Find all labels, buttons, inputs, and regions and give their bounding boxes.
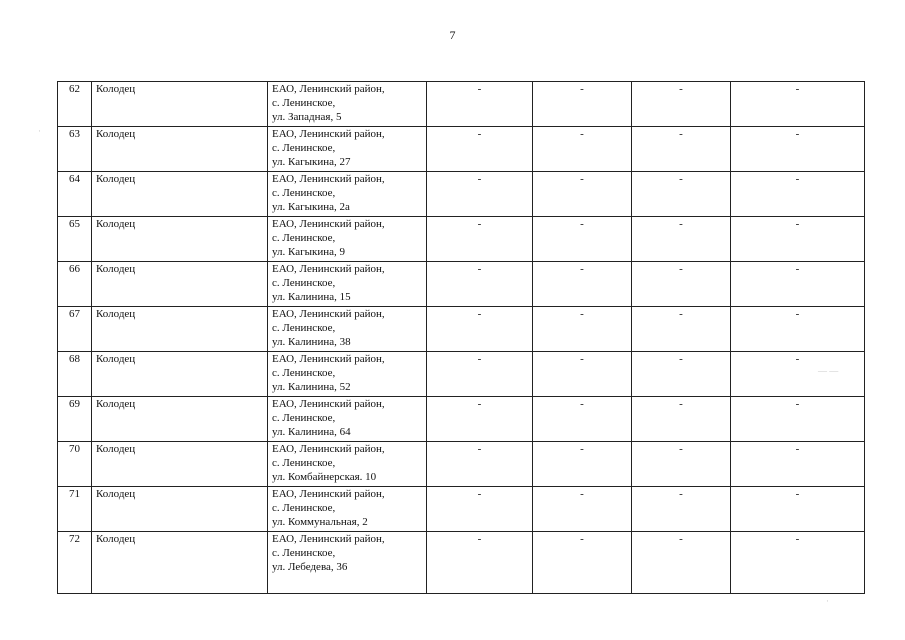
address-line: ул. Кагыкина, 9 bbox=[272, 246, 345, 258]
scan-speck: · bbox=[826, 596, 829, 606]
object-address bbox=[268, 172, 427, 217]
empty-value-cell: - bbox=[731, 487, 865, 532]
row-number: 65 bbox=[58, 217, 92, 262]
address-line: ул. Коммунальная, 2 bbox=[272, 516, 368, 528]
empty-value-cell: - bbox=[533, 397, 632, 442]
page-number: 7 bbox=[449, 28, 456, 42]
empty-value-cell: - bbox=[533, 262, 632, 307]
table-row bbox=[58, 262, 865, 307]
object-address bbox=[268, 532, 427, 594]
empty-value-cell: - bbox=[632, 127, 731, 172]
empty-value-cell: - bbox=[632, 487, 731, 532]
address-line: ЕАО, Ленинский район, bbox=[272, 488, 385, 500]
object-name: Колодец bbox=[92, 307, 268, 352]
scan-speck: · bbox=[38, 126, 41, 136]
empty-value-cell: - bbox=[731, 532, 865, 594]
address-line: с. Ленинское, bbox=[272, 412, 336, 424]
registry-table bbox=[57, 81, 865, 594]
table-row bbox=[58, 217, 865, 262]
empty-value-cell: - bbox=[533, 127, 632, 172]
address-line: ул. Кагыкина, 27 bbox=[272, 156, 351, 168]
object-address bbox=[268, 442, 427, 487]
empty-value-cell: - bbox=[533, 82, 632, 127]
empty-value-cell: - bbox=[632, 442, 731, 487]
empty-value-cell: - bbox=[632, 307, 731, 352]
empty-value-cell: - bbox=[632, 172, 731, 217]
empty-value-cell: - bbox=[427, 82, 533, 127]
empty-value-cell: - bbox=[427, 127, 533, 172]
address-line: с. Ленинское, bbox=[272, 187, 336, 199]
row-number: 72 bbox=[58, 532, 92, 594]
address-line: ЕАО, Ленинский район, bbox=[272, 173, 385, 185]
address-line: ул. Калинина, 52 bbox=[272, 381, 351, 393]
table-row bbox=[58, 397, 865, 442]
address-line: ул. Калинина, 38 bbox=[272, 336, 351, 348]
empty-value-cell: - bbox=[533, 352, 632, 397]
empty-value-cell: - bbox=[731, 217, 865, 262]
empty-value-cell: - bbox=[427, 262, 533, 307]
address-line: с. Ленинское, bbox=[272, 277, 336, 289]
empty-value-cell: - bbox=[427, 172, 533, 217]
row-number: 68 bbox=[58, 352, 92, 397]
address-line: с. Ленинское, bbox=[272, 232, 336, 244]
address-line: ЕАО, Ленинский район, bbox=[272, 398, 385, 410]
address-line: ул. Кагыкина, 2а bbox=[272, 201, 350, 213]
address-line: ЕАО, Ленинский район, bbox=[272, 443, 385, 455]
address-line: ЕАО, Ленинский район, bbox=[272, 83, 385, 95]
object-name: Колодец bbox=[92, 262, 268, 307]
empty-value-cell: - bbox=[533, 442, 632, 487]
empty-value-cell: - bbox=[427, 487, 533, 532]
address-line: с. Ленинское, bbox=[272, 547, 336, 559]
row-number: 69 bbox=[58, 397, 92, 442]
address-line: ул. Калинина, 64 bbox=[272, 426, 351, 438]
scan-speck: — — bbox=[818, 366, 839, 376]
empty-value-cell: - bbox=[731, 397, 865, 442]
row-number: 62 bbox=[58, 82, 92, 127]
row-number: 66 bbox=[58, 262, 92, 307]
empty-value-cell: - bbox=[427, 217, 533, 262]
object-name: Колодец bbox=[92, 217, 268, 262]
address-line: с. Ленинское, bbox=[272, 502, 336, 514]
address-line: с. Ленинское, bbox=[272, 367, 336, 379]
table-row bbox=[58, 487, 865, 532]
address-line: ЕАО, Ленинский район, bbox=[272, 308, 385, 320]
object-name: Колодец bbox=[92, 487, 268, 532]
empty-value-cell: - bbox=[632, 397, 731, 442]
empty-value-cell: - bbox=[731, 172, 865, 217]
table-row bbox=[58, 127, 865, 172]
table-row bbox=[58, 172, 865, 217]
empty-value-cell: - bbox=[731, 352, 865, 397]
object-address bbox=[268, 217, 427, 262]
empty-value-cell: - bbox=[427, 397, 533, 442]
address-line: ЕАО, Ленинский район, bbox=[272, 263, 385, 275]
row-number: 71 bbox=[58, 487, 92, 532]
row-number: 63 bbox=[58, 127, 92, 172]
registry-table-body bbox=[58, 82, 865, 594]
address-line: с. Ленинское, bbox=[272, 457, 336, 469]
object-address bbox=[268, 127, 427, 172]
address-line: ул. Лебедева, 36 bbox=[272, 561, 348, 573]
address-line: с. Ленинское, bbox=[272, 322, 336, 334]
empty-value-cell: - bbox=[533, 217, 632, 262]
object-address bbox=[268, 82, 427, 127]
object-name: Колодец bbox=[92, 127, 268, 172]
object-name: Колодец bbox=[92, 397, 268, 442]
empty-value-cell: - bbox=[533, 307, 632, 352]
table-row bbox=[58, 307, 865, 352]
table-row bbox=[58, 82, 865, 127]
empty-value-cell: - bbox=[632, 217, 731, 262]
object-name: Колодец bbox=[92, 352, 268, 397]
table-row bbox=[58, 442, 865, 487]
address-line: ЕАО, Ленинский район, bbox=[272, 218, 385, 230]
empty-value-cell: - bbox=[731, 442, 865, 487]
address-line: ЕАО, Ленинский район, bbox=[272, 128, 385, 140]
empty-value-cell: - bbox=[632, 532, 731, 594]
object-address bbox=[268, 307, 427, 352]
empty-value-cell: - bbox=[731, 307, 865, 352]
address-line: ул. Западная, 5 bbox=[272, 111, 342, 123]
empty-value-cell: - bbox=[427, 532, 533, 594]
table-row bbox=[58, 352, 865, 397]
object-name: Колодец bbox=[92, 172, 268, 217]
object-name: Колодец bbox=[92, 532, 268, 594]
empty-value-cell: - bbox=[731, 82, 865, 127]
empty-value-cell: - bbox=[731, 127, 865, 172]
object-address bbox=[268, 262, 427, 307]
row-number: 67 bbox=[58, 307, 92, 352]
empty-value-cell: - bbox=[427, 352, 533, 397]
empty-value-cell: - bbox=[533, 532, 632, 594]
object-name: Колодец bbox=[92, 82, 268, 127]
row-number: 70 bbox=[58, 442, 92, 487]
address-line: с. Ленинское, bbox=[272, 142, 336, 154]
address-line: ЕАО, Ленинский район, bbox=[272, 533, 385, 545]
address-line: ул. Калинина, 15 bbox=[272, 291, 351, 303]
address-line: ЕАО, Ленинский район, bbox=[272, 353, 385, 365]
empty-value-cell: - bbox=[427, 442, 533, 487]
object-address bbox=[268, 352, 427, 397]
empty-value-cell: - bbox=[533, 172, 632, 217]
object-name: Колодец bbox=[92, 442, 268, 487]
table-row bbox=[58, 532, 865, 594]
empty-value-cell: - bbox=[427, 307, 533, 352]
row-number: 64 bbox=[58, 172, 92, 217]
empty-value-cell: - bbox=[731, 262, 865, 307]
empty-value-cell: - bbox=[632, 262, 731, 307]
empty-value-cell: - bbox=[632, 82, 731, 127]
object-address bbox=[268, 487, 427, 532]
address-line: ул. Комбайнерская. 10 bbox=[272, 471, 377, 483]
empty-value-cell: - bbox=[632, 352, 731, 397]
address-line: с. Ленинское, bbox=[272, 97, 336, 109]
empty-value-cell: - bbox=[533, 487, 632, 532]
object-address bbox=[268, 397, 427, 442]
